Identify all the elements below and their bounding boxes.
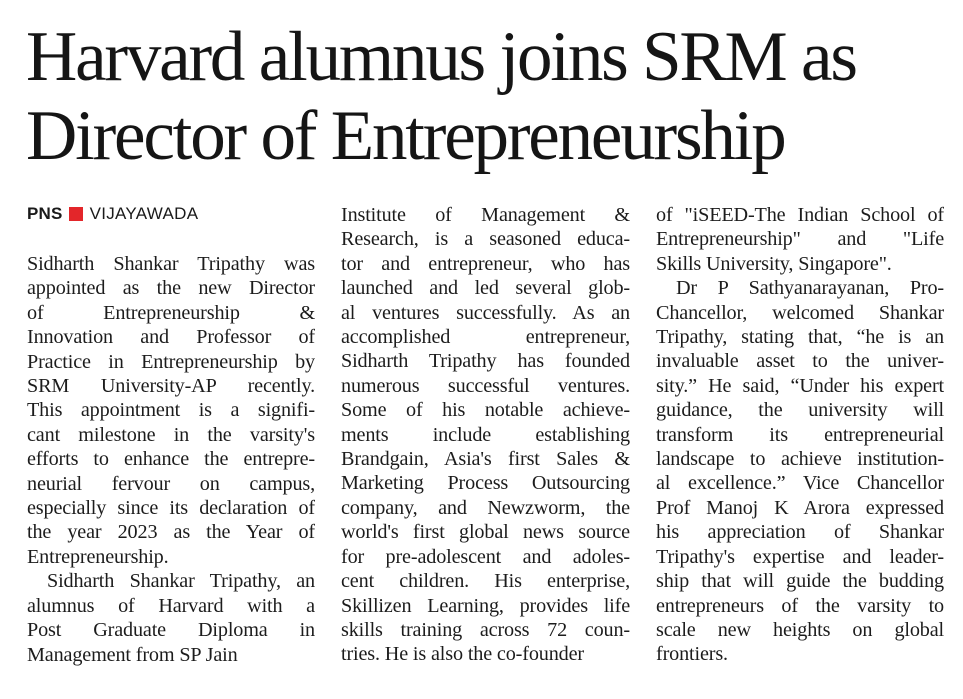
article-line: Dr P Sathyanarayanan, Pro-: [676, 277, 944, 300]
article-line: Sidharth Tripathy has founded: [341, 350, 630, 373]
article-line: ship that will guide the budding: [656, 570, 944, 593]
article-line: This appointment is a signifi-: [27, 399, 315, 422]
byline-agency: PNS: [27, 204, 63, 223]
article-column-1: [27, 252, 315, 667]
article-line: cant milestone in the varsity's: [27, 423, 315, 446]
headline-line-1: Harvard alumnus joins SRM as: [26, 18, 856, 96]
article-line: scale new heights on global: [656, 618, 944, 641]
article-line: world's first global news source: [341, 521, 630, 544]
article-line: guidance, the university will: [656, 399, 944, 422]
article-paragraph: [656, 276, 944, 667]
article-line: sity.” He said, “Under his expert: [656, 374, 944, 397]
article-line: especially since its declaration of: [27, 497, 315, 520]
article-line: ments include establishing: [341, 423, 630, 446]
article-line: Skills University, Singapore".: [656, 252, 892, 275]
article-line: Prof Manoj K Arora expressed: [656, 496, 944, 519]
article-line: Skillizen Learning, provides life: [341, 594, 630, 617]
article-line: Entrepreneurship" and "Life: [656, 228, 944, 251]
article-line: Entrepreneurship.: [27, 545, 169, 568]
article-line: al ventures successfully. As an: [341, 301, 630, 324]
article-line: Sidharth Shankar Tripathy was: [27, 253, 315, 275]
article-line: invaluable asset to the univer-: [656, 350, 944, 373]
article-line: neurial fervour on campus,: [27, 472, 315, 495]
article-line: tor and entrepreneur, who has: [341, 252, 630, 275]
article-column-2: [341, 203, 630, 667]
article-line: his appreciation of Shankar: [656, 521, 944, 544]
headline: [26, 18, 946, 176]
article-line: appointed as the new Director: [27, 277, 315, 300]
article-line: numerous successful ventures.: [341, 374, 630, 397]
article-line: for pre-adolescent and adoles-: [341, 545, 630, 568]
article-line: accomplished entrepreneur,: [341, 326, 630, 349]
headline-line-2: Director of Entrepreneurship: [26, 97, 785, 175]
article-line: Sidharth Shankar Tripathy, an: [47, 570, 315, 593]
article-paragraph: [27, 252, 315, 569]
article-line: Innovation and Professor of: [27, 326, 315, 349]
byline-dateline: VIJAYAWADA: [89, 204, 199, 223]
article-line: transform its entrepreneurial: [656, 423, 944, 446]
article-line: landscape to achieve institution-: [656, 448, 944, 471]
article-paragraph: [27, 569, 315, 667]
article-line: tries. He is also the co-founder: [341, 643, 584, 666]
article-line: of "iSEED-The Indian School of: [656, 204, 944, 226]
article-line: Post Graduate Diploma in: [27, 619, 315, 642]
article-line: Brandgain, Asia's first Sales &: [341, 448, 630, 471]
article-line: SRM University-AP recently.: [27, 375, 315, 398]
byline: [27, 203, 198, 225]
article-line: cent children. His enterprise,: [341, 570, 630, 593]
article-line: Some of his notable achieve-: [341, 399, 630, 422]
article-line: Marketing Process Outsourcing: [341, 472, 630, 495]
article-line: Chancellor, welcomed Shankar: [656, 301, 944, 324]
article-line: of Entrepreneurship &: [27, 301, 315, 324]
article-paragraph: [656, 203, 944, 276]
article-line: company, and Newzworm, the: [341, 496, 630, 519]
article-line: launched and led several glob-: [341, 277, 630, 300]
article-line: frontiers.: [656, 643, 728, 666]
article-line: efforts to enhance the entrepre-: [27, 448, 315, 471]
article-line: Tripathy's expertise and leader-: [656, 545, 944, 568]
article-line: Tripathy, stating that, “he is an: [656, 326, 944, 349]
article-column-3: [656, 203, 944, 667]
article-line: al excellence.” Vice Chancellor: [656, 472, 944, 495]
article-line: Management from SP Jain: [27, 643, 238, 666]
article-line: alumnus of Harvard with a: [27, 594, 315, 617]
article-line: entrepreneurs of the varsity to: [656, 594, 944, 617]
article-line: the year 2023 as the Year of: [27, 521, 315, 544]
article-line: Practice in Entrepreneurship by: [27, 350, 315, 373]
byline-red-square-icon: [69, 207, 83, 221]
article-line: Research, is a seasoned educa-: [341, 228, 630, 251]
article-paragraph: [341, 203, 630, 667]
article-line: Institute of Management &: [341, 204, 630, 226]
article-line: skills training across 72 coun-: [341, 618, 630, 641]
